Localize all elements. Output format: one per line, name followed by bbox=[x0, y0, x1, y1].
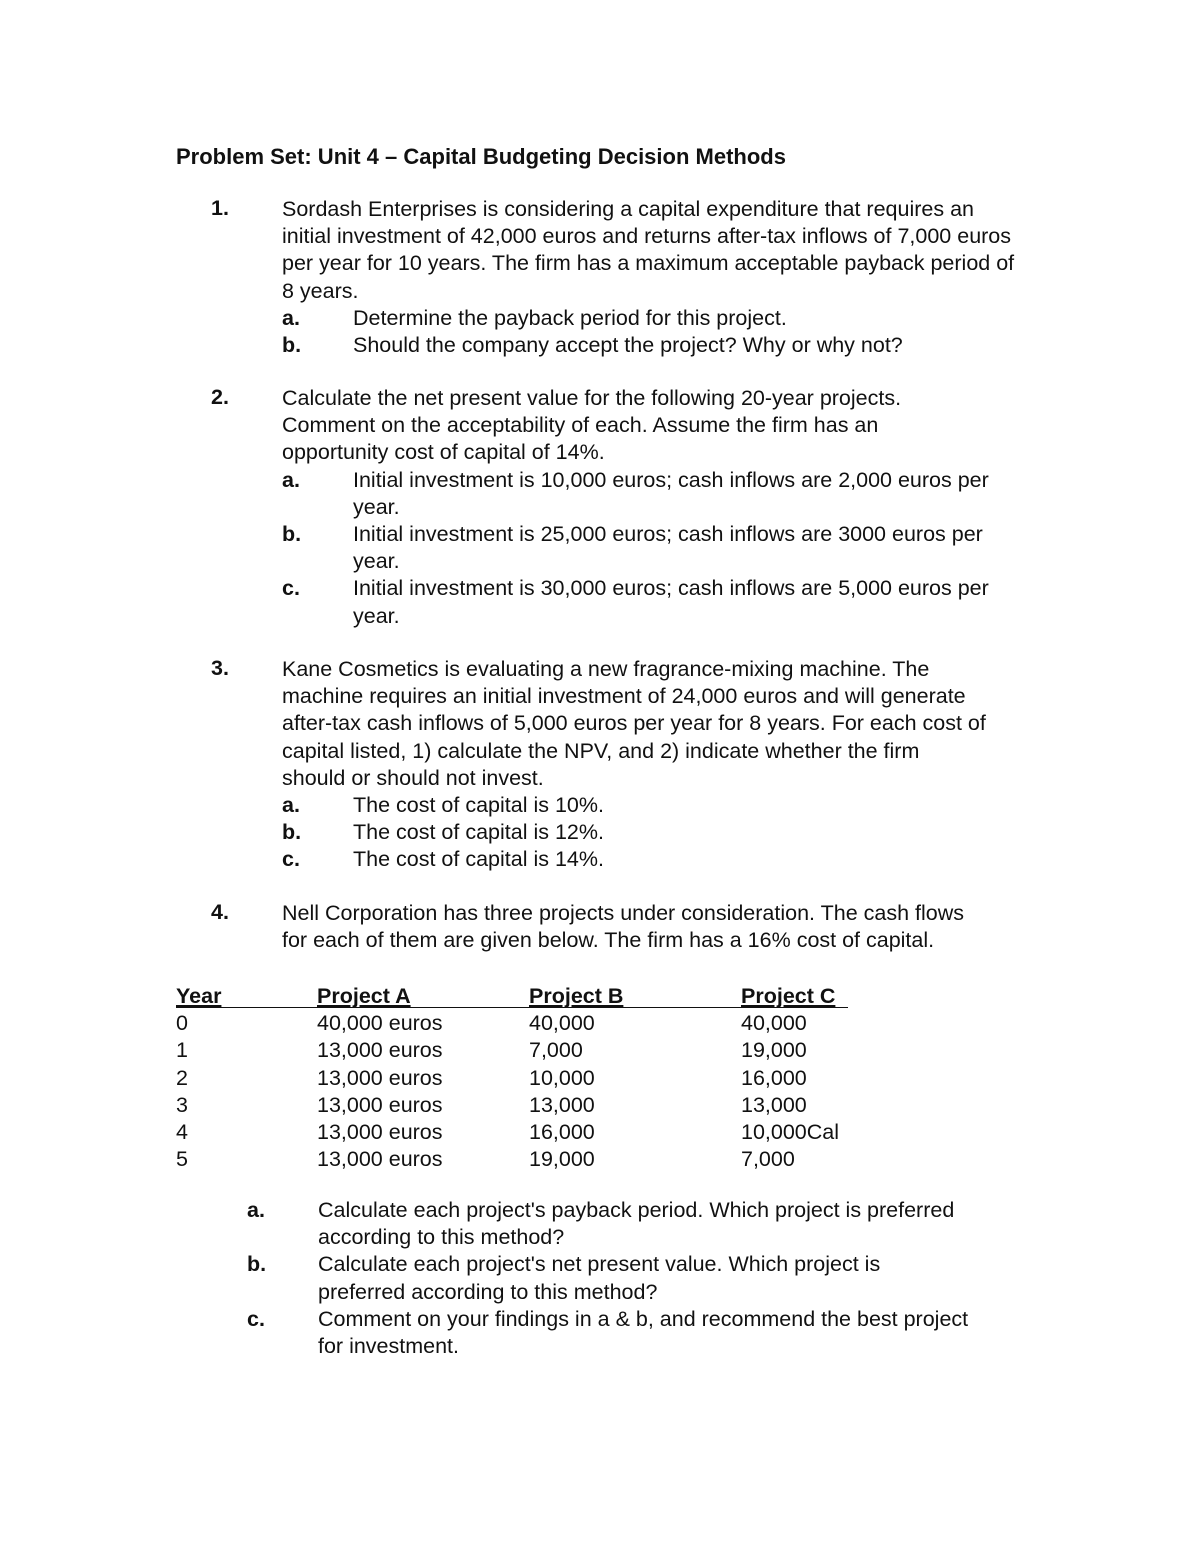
part-label: b. bbox=[282, 820, 302, 845]
cell-project-a: 13,000 euros bbox=[317, 1119, 443, 1144]
part-text: Initial investment is 30,000 euros; cash inflows are 5,000 euros per year. bbox=[353, 576, 989, 628]
cell-project-b: 40,000 bbox=[529, 1011, 595, 1036]
problem-part bbox=[247, 1197, 1056, 1251]
problem-part bbox=[282, 305, 1036, 332]
cell-project-b: 7,000 bbox=[529, 1038, 583, 1063]
part-label: c. bbox=[247, 1306, 265, 1331]
part-text: Comment on your findings in a & b, and recommend the best project for investment. bbox=[318, 1306, 969, 1359]
cash-flow-table bbox=[176, 983, 848, 1173]
header-project-c: Project C bbox=[741, 984, 836, 1008]
cell-project-a: 13,000 euros bbox=[317, 1065, 443, 1090]
cell-year: 5 bbox=[176, 1147, 188, 1172]
part-label: c. bbox=[282, 847, 300, 872]
problem-number: 2. bbox=[211, 385, 229, 409]
cell-project-c: 16,000 bbox=[741, 1065, 807, 1090]
problem-3 bbox=[176, 656, 1036, 874]
part-text: Calculate each project's payback period. Which project is preferred according to this method? bbox=[318, 1198, 955, 1250]
table-row bbox=[176, 1010, 848, 1037]
table-row bbox=[176, 1037, 848, 1064]
cell-project-c: 19,000 bbox=[741, 1038, 807, 1063]
header-project-b: Project B bbox=[529, 984, 624, 1008]
problem-part bbox=[282, 332, 1036, 359]
problem-text: Calculate the net present value for the following 20-year projects. Comment on the acceptability of each. Assume the firm has an opportunity cost of capital of 14%. bbox=[282, 386, 902, 465]
cell-project-a: 13,000 euros bbox=[317, 1147, 443, 1172]
problem-part bbox=[282, 467, 1036, 521]
problem-number: 4. bbox=[211, 900, 229, 924]
part-text: Calculate each project's net present value. Which project is preferred according to this method? bbox=[318, 1252, 881, 1304]
cell-project-b: 16,000 bbox=[529, 1119, 595, 1144]
problem-number: 3. bbox=[211, 656, 229, 680]
part-label: a. bbox=[282, 793, 300, 818]
part-text: The cost of capital is 10%. bbox=[353, 793, 604, 818]
problem-4-parts bbox=[176, 1197, 1056, 1360]
problem-part bbox=[282, 846, 1036, 873]
table-header-row bbox=[176, 983, 848, 1010]
cell-project-c: 40,000 bbox=[741, 1011, 807, 1036]
cell-project-a: 13,000 euros bbox=[317, 1038, 443, 1063]
header-underline bbox=[176, 1007, 848, 1008]
part-label: b. bbox=[282, 522, 302, 547]
cell-project-c: 7,000 bbox=[741, 1147, 795, 1172]
table-row bbox=[176, 1065, 848, 1092]
part-text: Initial investment is 25,000 euros; cash inflows are 3000 euros per year. bbox=[353, 522, 983, 574]
problem-part bbox=[282, 575, 1036, 629]
problem-4 bbox=[176, 900, 1036, 954]
problem-part bbox=[282, 819, 1036, 846]
header-project-a: Project A bbox=[317, 984, 411, 1008]
table-row bbox=[176, 1146, 848, 1173]
cell-year: 4 bbox=[176, 1119, 188, 1144]
problem-text: Kane Cosmetics is evaluating a new fragrance-mixing machine. The machine requires an initial investment of 24,000 euros and will generate after-tax cash inflows of 5,000 euros per year for 8 years. For each cost of capital listed, 1) calculate the NPV, and 2) indicate whether the firm should or should not invest. bbox=[282, 657, 986, 790]
cell-project-a: 40,000 euros bbox=[317, 1011, 443, 1036]
problem-text: Nell Corporation has three projects under consideration. The cash flows for each of them are given below. The firm has a 16% cost of capital. bbox=[282, 901, 964, 953]
cell-year: 0 bbox=[176, 1011, 188, 1036]
cell-project-a: 13,000 euros bbox=[317, 1092, 443, 1117]
problem-1 bbox=[176, 196, 1036, 359]
table-row bbox=[176, 1092, 848, 1119]
problem-number: 1. bbox=[211, 196, 229, 220]
part-text: The cost of capital is 14%. bbox=[353, 847, 604, 872]
problem-part bbox=[282, 792, 1036, 819]
cell-project-b: 10,000 bbox=[529, 1065, 595, 1090]
cell-year: 3 bbox=[176, 1092, 188, 1117]
page-title: Problem Set: Unit 4 – Capital Budgeting Decision Methods bbox=[176, 144, 786, 169]
problem-text: Sordash Enterprises is considering a capital expenditure that requires an initial investment of 42,000 euros and returns after-tax inflows of 7,000 euros per year for 10 years. The firm has a maximum acceptable payback period of 8 years. bbox=[282, 197, 1015, 303]
cell-year: 1 bbox=[176, 1038, 188, 1063]
cell-project-c: 13,000 bbox=[741, 1092, 807, 1117]
cell-project-b: 19,000 bbox=[529, 1147, 595, 1172]
part-text: Should the company accept the project? Why or why not? bbox=[353, 333, 903, 358]
part-text: The cost of capital is 12%. bbox=[353, 820, 604, 845]
problem-2 bbox=[176, 385, 1036, 630]
cell-year: 2 bbox=[176, 1065, 188, 1090]
part-label: c. bbox=[282, 576, 300, 601]
header-year: Year bbox=[176, 984, 222, 1008]
part-text: Initial investment is 10,000 euros; cash inflows are 2,000 euros per year. bbox=[353, 467, 989, 519]
cell-project-c: 10,000Cal bbox=[741, 1119, 840, 1144]
table-row bbox=[176, 1119, 848, 1146]
cell-project-b: 13,000 bbox=[529, 1092, 595, 1117]
part-label: a. bbox=[282, 467, 300, 492]
problem-part bbox=[247, 1251, 1056, 1305]
problem-part bbox=[282, 521, 1036, 575]
problem-part bbox=[247, 1306, 1056, 1360]
part-label: a. bbox=[247, 1198, 265, 1222]
part-text: Determine the payback period for this project. bbox=[353, 305, 787, 330]
part-label: a. bbox=[282, 305, 300, 330]
part-label: b. bbox=[247, 1252, 267, 1277]
part-label: b. bbox=[282, 333, 302, 358]
